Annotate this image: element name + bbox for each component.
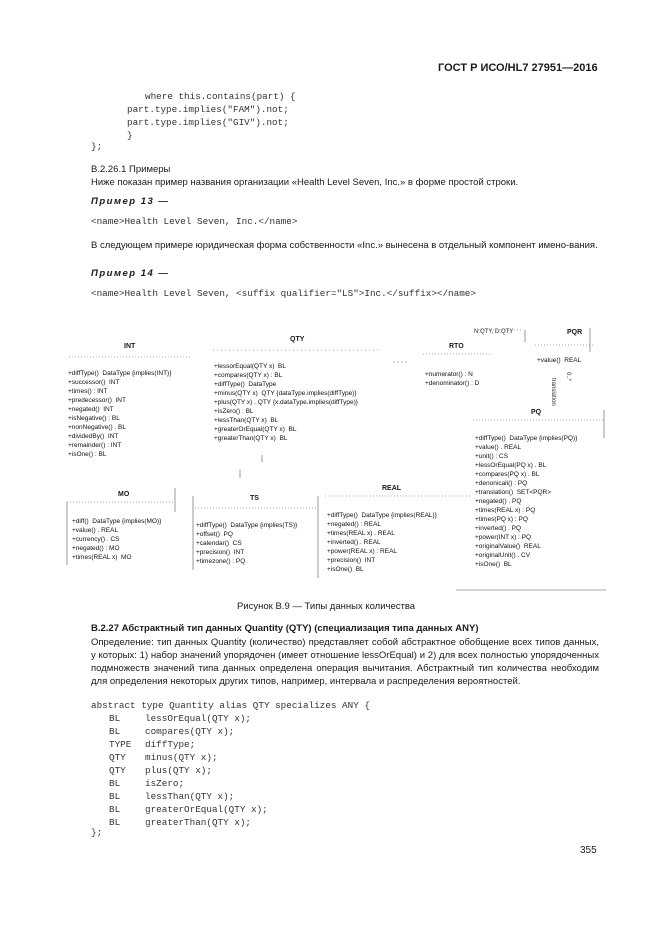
code-member: plus(QTY x); [145, 765, 212, 776]
example-code: <name>Health Level Seven, <suffix qualifier="LS">Inc.</suffix></name> [91, 288, 476, 299]
uml-class-real-title: REAL [382, 485, 402, 492]
uml-class-rto-title: RTO [449, 343, 464, 350]
code-line: abstract type Quantity alias QTY specializes ANY { [91, 700, 370, 711]
uml-class-mo-members: +diff() DataType {implies(MO)} +value() . REAL +currency() . CS +negated() : MO +times(REAL x) MO [72, 518, 162, 561]
code-member: lessOrEqual(QTY x); [145, 713, 252, 724]
code-type: BL [109, 778, 121, 789]
code-member: compares(QTY x); [145, 726, 235, 737]
code-member: isZero; [145, 778, 185, 789]
section-heading: B.2.27 Абстрактный тип данных Quantity (QTY) (специализация типа данных ANY) [91, 623, 479, 634]
uml-class-int-title: INT [124, 343, 136, 350]
code-member: diffType; [145, 739, 196, 750]
code-type: BL [109, 817, 121, 828]
definition-paragraph: Определение: тип данных Quantity (количество) представляет собой абстрактное обобщение всех типов данных, у которых: 1) набор значений упорядочен (имеет отношение lessOrEqual) и 2) для всех полностью упорядоченных подмножеств значений типа данных определена операция вычитания. Абстрактный тип количества необходим для определения некоторых других типов, например, интервала и распределения вероятностей. [91, 637, 599, 687]
uml-class-ts-members: +diffType() DataType {implies(TS)} +offset() PQ +calendar() CS +precision() INT +timezone() : PQ [196, 522, 298, 565]
code-member: greaterThan(QTY x); [145, 817, 252, 828]
pqr-multiplicity: 0..* [565, 372, 571, 382]
uml-class-pqr-title: PQR [567, 329, 583, 336]
pqr-role: translation [550, 378, 556, 406]
example-code: <name>Health Level Seven, Inc.</name> [91, 216, 298, 227]
code-type: BL [109, 713, 121, 724]
code-type: TYPE [109, 739, 132, 750]
uml-class-pq-members: +diffType() DataType {implies(PQ)} +value() . REAL +unit() : CS +lessOrEqual(PQ x) . BL +compares(PQ x) . BL +denonicali() : PQ +translation() SET<PQR> +negated() . PQ +times(REAL x) : PQ +times(PQ x) : PQ +inverted() . PQ +power(INT x) : PQ +originalValue() REAL +originalUnit() . CV +isOne() BL [475, 435, 578, 568]
rto-params: N:QTY, D:QTY [474, 329, 514, 335]
paragraph: В следующем примере юридическая форма собственности «Inc.» вынесена в отдельный компонент имено-вания. [91, 240, 598, 251]
code-line: }; [91, 141, 103, 152]
code-type: QTY [109, 765, 126, 776]
uml-class-qty-title: QTY [290, 336, 305, 343]
code-member: greaterOrEqual(QTY x); [145, 804, 268, 815]
example-label: Пример 14 — [91, 268, 170, 279]
uml-class-pq-title: PQ [531, 409, 542, 416]
document-header: ГОСТ Р ИСО/HL7 27951—2016 [438, 62, 598, 74]
section-intro: Ниже показан пример названия организации «Health Level Seven, Inc.» в форме простой строки. [91, 177, 519, 188]
code-line: part.type.implies("FAM").not; [127, 104, 289, 115]
example-label: Пример 13 — [91, 196, 170, 207]
section-heading: B.2.26.1 Примеры [91, 164, 171, 175]
uml-class-ts-title: TS [250, 495, 259, 502]
uml-class-pqr-members: +value() REAL [537, 357, 582, 364]
code-type: QTY [109, 752, 126, 763]
code-line: where this.contains(part) { [145, 91, 296, 102]
code-line: }; [91, 827, 103, 838]
uml-class-int-members: +diffType() DataType {implies(INT)} +successor() INT +times() : INT +predecessor() INT +negated() INT +isNegative() : BL +nonNegative() . BL +dividedBy() INT +remainder() : INT +isOne() : BL [68, 370, 172, 458]
uml-class-mo-title: MO [118, 491, 130, 498]
code-member: minus(QTY x); [145, 752, 218, 763]
page-number: 355 [580, 845, 597, 856]
uml-class-qty-members: +lessorEqual(QTY x) BL +compares(QTY x) : BL +diffType() DataType +minus(QTY x) QTY {dataType.implies(diffType)} +plus(QTY x) . QTY {x.dataType.implies(diffType)} +isZero() : BL +lessThan(QTY x) BL +greaterOrEqual(QTY x) BL +greaterThan(QTY x) BL [214, 363, 358, 442]
code-line: part.type.implies("GIV").not; [127, 117, 289, 128]
uml-class-rto-members: +numerator() : N +denominator() : D [425, 371, 480, 387]
code-line: } [127, 130, 133, 141]
code-type: BL [109, 804, 121, 815]
figure-caption: Рисунок В.9 — Типы данных количества [237, 601, 416, 612]
uml-class-real-members: +diffType() DataType {implies(REAL)} +negated() : REAL +times(REAL x) . REAL +inverted() . REAL +power(REAL x) : REAL +precision() INT +isOne() BL [327, 512, 437, 573]
code-member: lessThan(QTY x); [145, 791, 235, 802]
code-type: BL [109, 791, 121, 802]
code-type: BL [109, 726, 121, 737]
